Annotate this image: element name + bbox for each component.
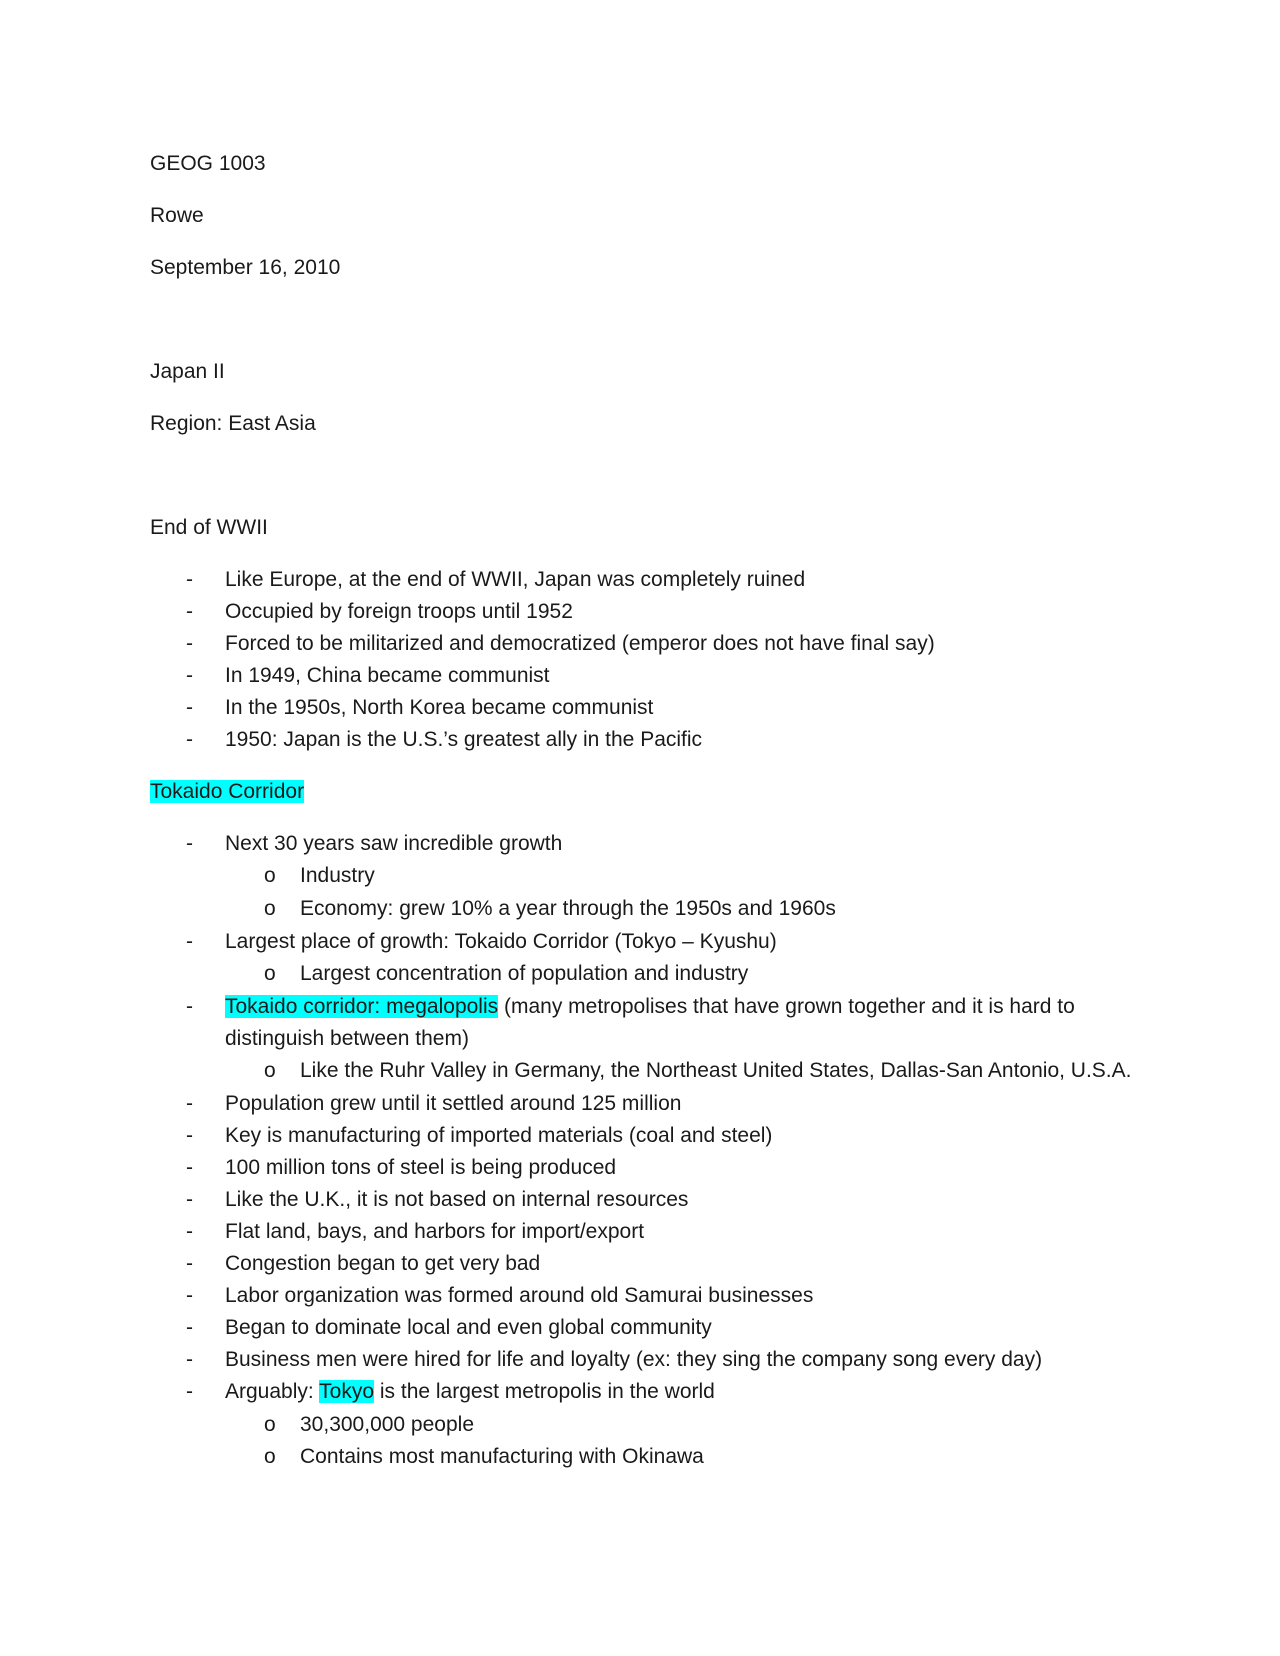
list-item: Congestion began to get very bad (225, 1252, 541, 1275)
bullet-dash: - (186, 632, 193, 655)
bullet-dash: - (186, 930, 193, 953)
list-item: 100 million tons of steel is being produced (225, 1156, 617, 1179)
list-item-text: Arguably: (225, 1380, 320, 1403)
list-item: Like the U.K., it is not based on internal resources (225, 1188, 689, 1211)
list-item: Flat land, bays, and harbors for import/export (225, 1220, 645, 1243)
bullet-dash: - (186, 1252, 193, 1275)
list-item-tokyo (225, 1378, 715, 1406)
topic-region: Region: East Asia (150, 412, 316, 435)
bullet-dash: - (186, 728, 193, 751)
bullet-dash: - (186, 696, 193, 719)
list-item: In 1949, China became communist (225, 664, 550, 687)
list-item: Labor organization was formed around old Samurai businesses (225, 1284, 814, 1307)
bullet-dash: - (186, 1348, 193, 1371)
bullet-dash: - (186, 1284, 193, 1307)
list-item-continuation: distinguish between them) (225, 1027, 469, 1050)
list-item: Business men were hired for life and loyalty (ex: they sing the company song every day) (225, 1348, 1043, 1371)
sub-list-item: Largest concentration of population and industry (300, 962, 749, 985)
highlighted-term: Tokyo (319, 1380, 375, 1403)
list-item: 1950: Japan is the U.S.’s greatest ally in the Pacific (225, 728, 703, 751)
list-item: Next 30 years saw incredible growth (225, 832, 563, 855)
bullet-circle: o (264, 897, 276, 920)
section-heading-tokaido (150, 778, 304, 806)
bullet-circle: o (264, 1445, 276, 1468)
bullet-dash: - (186, 1124, 193, 1147)
list-item: In the 1950s, North Korea became communist (225, 696, 654, 719)
sub-list-item: Economy: grew 10% a year through the 1950s and 1960s (300, 897, 836, 920)
section-heading-wwii: End of WWII (150, 516, 268, 539)
bullet-dash: - (186, 832, 193, 855)
list-item: Forced to be militarized and democratized (emperor does not have final say) (225, 632, 935, 655)
bullet-dash: - (186, 1316, 193, 1339)
list-item: Largest place of growth: Tokaido Corridor (Tokyo – Kyushu) (225, 930, 777, 953)
bullet-circle: o (264, 1413, 276, 1436)
bullet-circle: o (264, 1059, 276, 1082)
bullet-circle: o (264, 962, 276, 985)
list-item-megalopolis (225, 993, 1075, 1021)
list-item: Key is manufacturing of imported materials (coal and steel) (225, 1124, 773, 1147)
list-item-text: is the largest metropolis in the world (374, 1380, 715, 1403)
highlighted-heading: Tokaido Corridor (150, 780, 305, 803)
sub-list-item: Contains most manufacturing with Okinawa (300, 1445, 704, 1468)
sub-list-item: Industry (300, 864, 375, 887)
bullet-dash: - (186, 600, 193, 623)
bullet-dash: - (186, 1380, 193, 1403)
lecture-date: September 16, 2010 (150, 256, 341, 279)
list-item: Occupied by foreign troops until 1952 (225, 600, 573, 623)
sub-list-item: 30,300,000 people (300, 1413, 474, 1436)
sub-list-item: Like the Ruhr Valley in Germany, the Northeast United States, Dallas-San Antonio, U.S.A. (300, 1059, 1132, 1082)
bullet-dash: - (186, 1156, 193, 1179)
list-item-text: (many metropolises that have grown together and it is hard to (498, 995, 1075, 1018)
highlighted-term: Tokaido corridor: megalopolis (225, 995, 499, 1018)
list-item: Like Europe, at the end of WWII, Japan was completely ruined (225, 568, 806, 591)
bullet-dash: - (186, 1092, 193, 1115)
bullet-dash: - (186, 568, 193, 591)
course-code: GEOG 1003 (150, 152, 266, 175)
bullet-circle: o (264, 864, 276, 887)
bullet-dash: - (186, 1220, 193, 1243)
topic-title: Japan II (150, 360, 225, 383)
bullet-dash: - (186, 1188, 193, 1211)
list-item: Began to dominate local and even global community (225, 1316, 712, 1339)
list-item: Population grew until it settled around 125 million (225, 1092, 682, 1115)
bullet-dash: - (186, 664, 193, 687)
instructor-name: Rowe (150, 204, 204, 227)
bullet-dash: - (186, 995, 193, 1018)
